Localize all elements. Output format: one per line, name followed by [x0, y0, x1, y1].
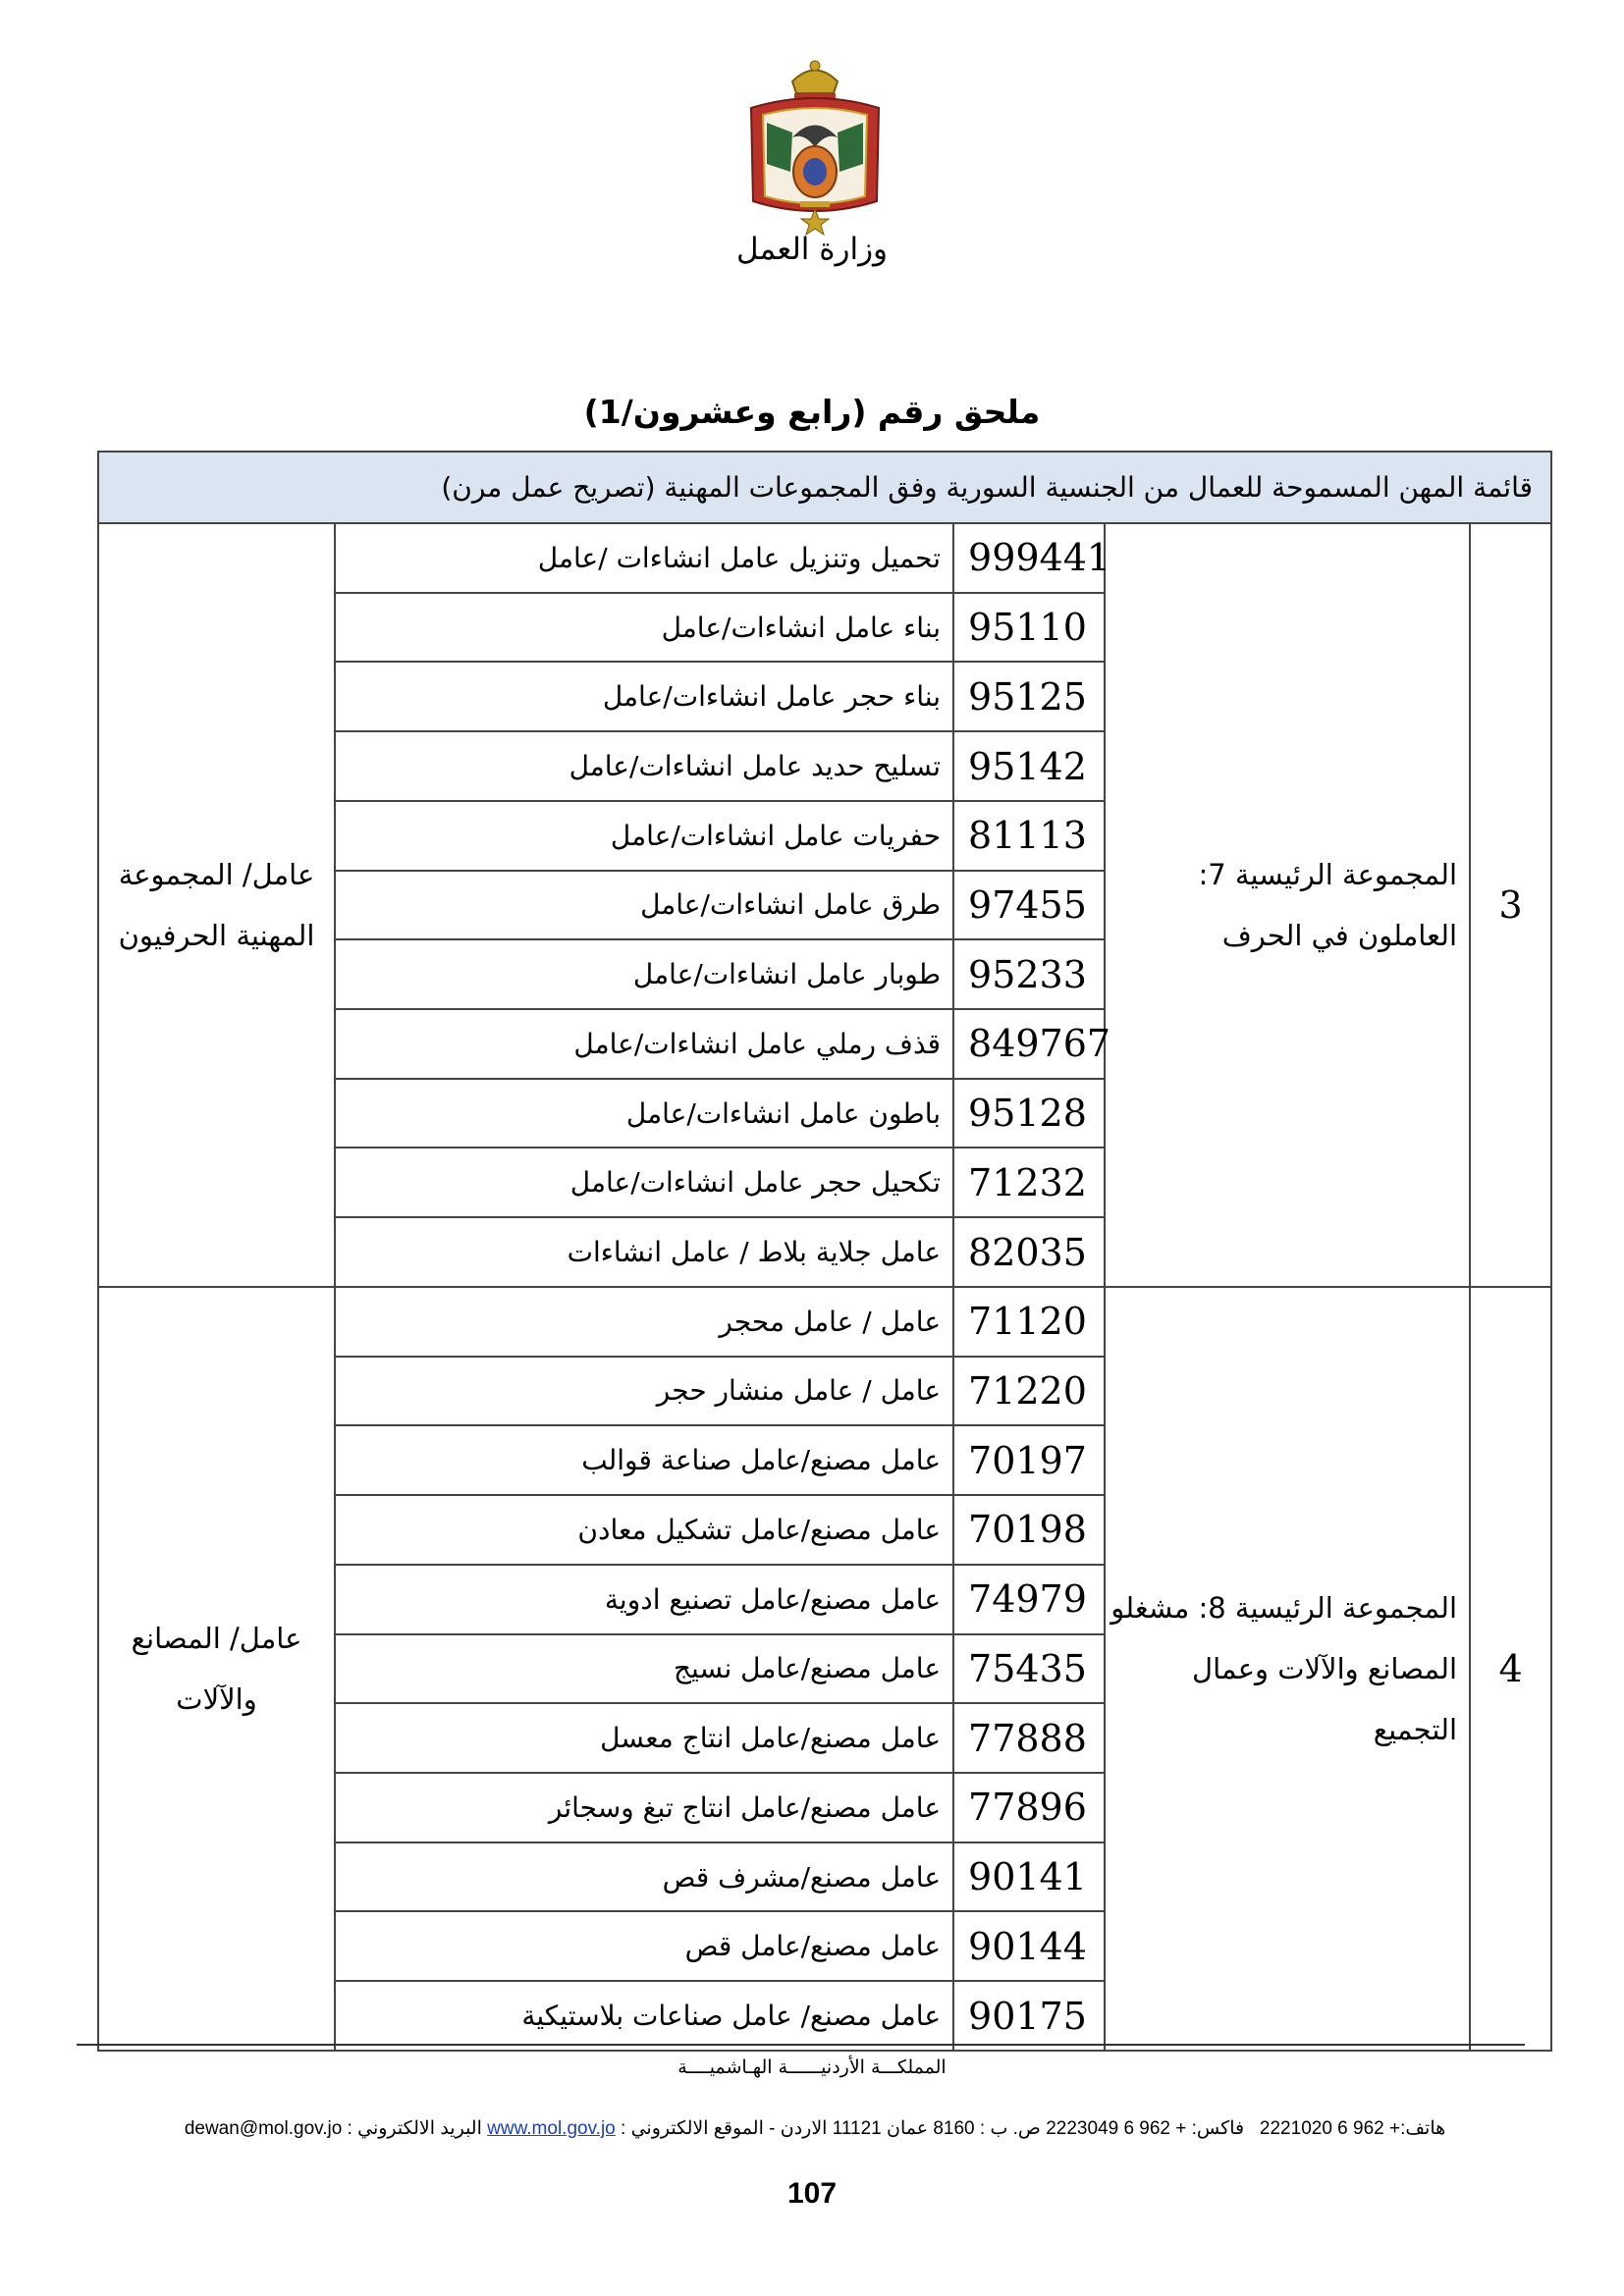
category-cell: عامل/ المجموعة المهنية الحرفيون: [98, 523, 335, 1287]
occupation-code: 95125: [953, 662, 1105, 731]
occupation-name: عامل مصنع/عامل نسيج: [335, 1634, 953, 1704]
occupation-code: 999441: [953, 523, 1105, 593]
main-group-cell: المجموعة الرئيسية 7: العاملون في الحرف: [1105, 523, 1470, 1287]
occupation-code: 90144: [953, 1911, 1105, 1981]
occupation-name: تسليح حديد عامل انشاءات/عامل: [335, 731, 953, 801]
occupation-name: عامل مصنع/ عامل صناعات بلاستيكية: [335, 1981, 953, 2051]
coat-of-arms-emblem: [731, 54, 898, 236]
occupation-code: 71120: [953, 1287, 1105, 1357]
occupation-code: 82035: [953, 1217, 1105, 1287]
occupation-code: 849767: [953, 1009, 1105, 1079]
occupation-name: قذف رملي عامل انشاءات/عامل: [335, 1009, 953, 1079]
page-number: 107: [786, 2177, 838, 2210]
occupation-code: 95142: [953, 731, 1105, 801]
email-link[interactable]: dewan@mol.gov.jo: [184, 2118, 343, 2139]
occupation-name: بناء عامل انشاءات/عامل: [335, 593, 953, 663]
main-group-cell: المجموعة الرئيسية 8: مشغلو المصانع والآلات وعمال التجميع: [1105, 1287, 1470, 2051]
occupation-code: 95128: [953, 1079, 1105, 1148]
category-cell: عامل/ المصانع والآلات: [98, 1287, 335, 2051]
occupation-name: تكحيل حجر عامل انشاءات/عامل: [335, 1148, 953, 1217]
occupation-name: عامل / عامل محجر: [335, 1287, 953, 1357]
occupation-code: 97455: [953, 871, 1105, 940]
occupation-name: حفريات عامل انشاءات/عامل: [335, 801, 953, 871]
occupation-name: بناء حجر عامل انشاءات/عامل: [335, 662, 953, 731]
ministry-name: وزارة العمل: [735, 232, 889, 267]
occupation-name: عامل مصنع/عامل انتاج تبغ وسجائر: [335, 1773, 953, 1842]
occupations-table: [97, 451, 1552, 2052]
occupation-code: 95110: [953, 593, 1105, 663]
group-number: 3: [1470, 523, 1551, 1287]
occupation-name: تحميل وتنزيل عامل انشاءات /عامل: [335, 523, 953, 593]
occupation-code: 75435: [953, 1634, 1105, 1704]
occupation-code: 95233: [953, 939, 1105, 1009]
footer-divider: [77, 2044, 1525, 2046]
occupation-code: 74979: [953, 1565, 1105, 1634]
occupation-name: باطون عامل انشاءات/عامل: [335, 1079, 953, 1148]
occupation-code: 77888: [953, 1703, 1105, 1773]
occupation-code: 90141: [953, 1842, 1105, 1912]
occupation-code: 90175: [953, 1981, 1105, 2051]
occupation-code: 71232: [953, 1148, 1105, 1217]
footer-email-label: البريد الالكتروني :: [347, 2118, 482, 2139]
table-row: [98, 523, 1551, 593]
occupation-code: 81113: [953, 801, 1105, 871]
occupation-name: عامل مصنع/عامل قص: [335, 1911, 953, 1981]
occupation-name: طرق عامل انشاءات/عامل: [335, 871, 953, 940]
table-header-row: [98, 452, 1551, 523]
occupation-name: عامل مصنع/مشرف قص: [335, 1842, 953, 1912]
footer-kingdom: المملكـــة الأردنيــــــة الهـاشميــــة: [677, 2056, 947, 2078]
footer-phone: هاتف:+ 962 6 2221020: [1259, 2118, 1446, 2139]
occupation-name: طوبار عامل انشاءات/عامل: [335, 939, 953, 1009]
website-link[interactable]: www.mol.gov.jo: [487, 2118, 616, 2139]
footer-po-box: ص. ب : 8160 عمان 11121 الاردن: [780, 2118, 1041, 2139]
occupation-code: 70197: [953, 1425, 1105, 1495]
annex-title: ملحق رقم (رابع وعشرون/1): [583, 393, 1041, 431]
occupation-code: 77896: [953, 1773, 1105, 1842]
group-number: 4: [1470, 1287, 1551, 2051]
occupation-code: 70198: [953, 1495, 1105, 1565]
table-header: قائمة المهن المسموحة للعمال من الجنسية السورية وفق المجموعات المهنية (تصريح عمل مرن): [98, 452, 1551, 523]
footer-fax: فاكس: + 962 6 2223049: [1046, 2118, 1245, 2139]
occupation-name: عامل / عامل منشار حجر: [335, 1357, 953, 1426]
occupation-name: عامل مصنع/عامل صناعة قوالب: [335, 1425, 953, 1495]
table-row: [98, 1287, 1551, 1357]
footer-contact: [98, 2117, 1532, 2140]
occupation-code: 71220: [953, 1357, 1105, 1426]
occupation-name: عامل مصنع/عامل انتاج معسل: [335, 1703, 953, 1773]
occupation-name: عامل جلاية بلاط / عامل انشاءات: [335, 1217, 953, 1287]
footer-website-label: - الموقع الالكتروني :: [621, 2118, 776, 2139]
occupation-name: عامل مصنع/عامل تشكيل معادن: [335, 1495, 953, 1565]
occupation-name: عامل مصنع/عامل تصنيع ادوية: [335, 1565, 953, 1634]
